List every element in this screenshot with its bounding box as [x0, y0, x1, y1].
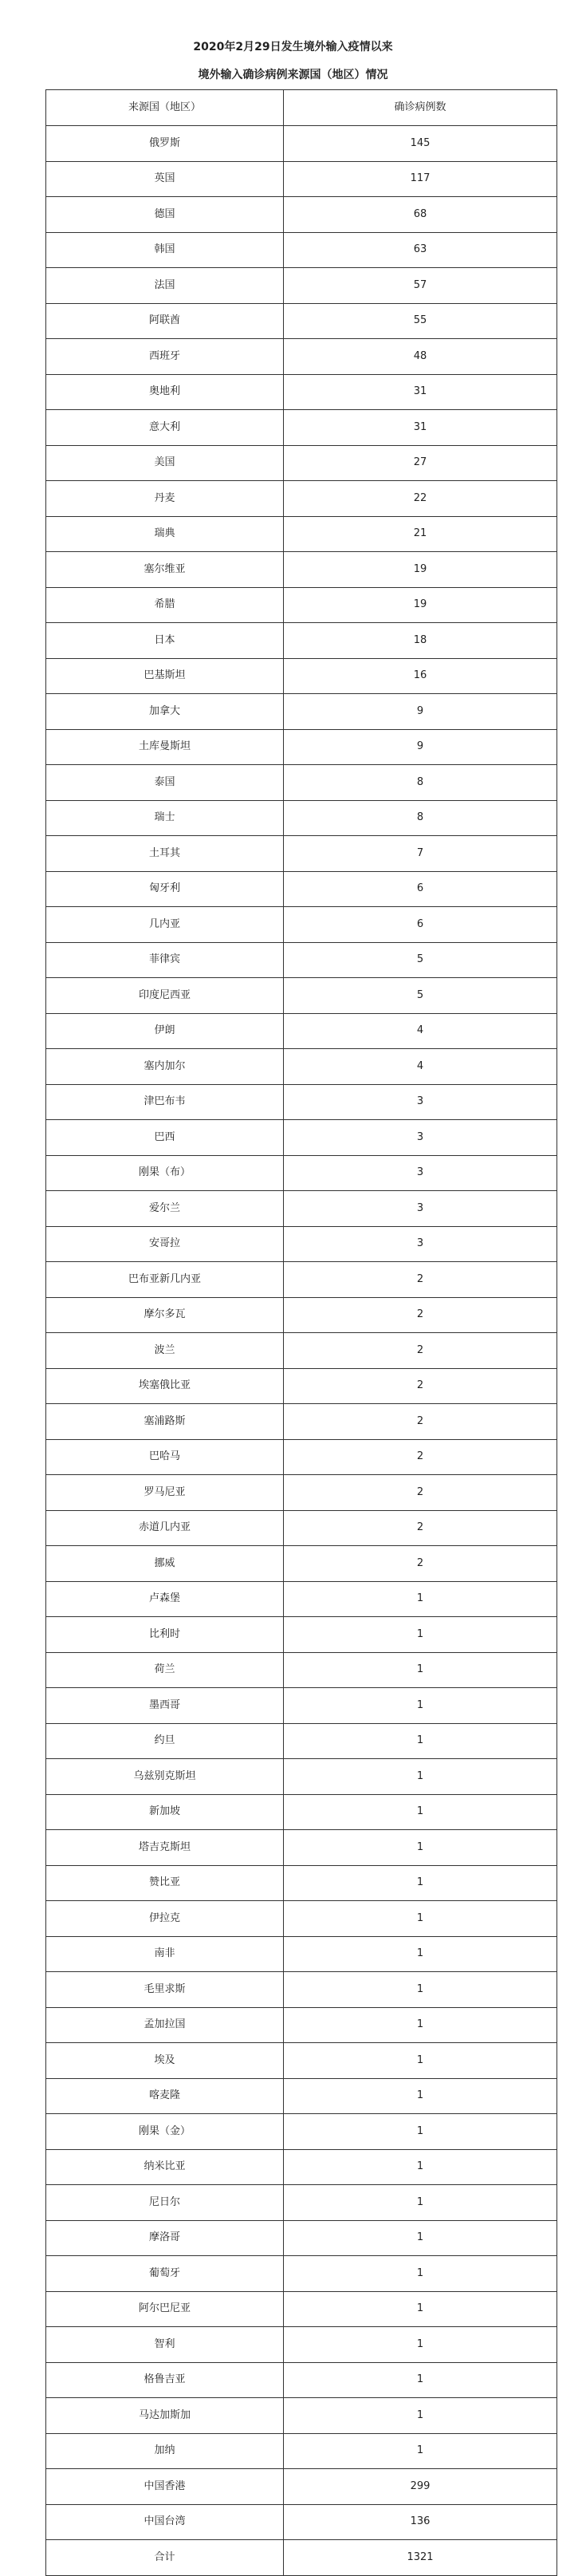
cell-case-count: 1	[284, 2114, 557, 2150]
cell-case-count: 2	[284, 1333, 557, 1369]
table-row	[46, 1333, 557, 1369]
cell-case-count: 299	[284, 2469, 557, 2505]
cell-source-country: 格鲁吉亚	[46, 2362, 284, 2398]
cell-case-count: 3	[284, 1120, 557, 1156]
cell-case-count: 2	[284, 1404, 557, 1440]
table-row	[46, 1759, 557, 1795]
cell-case-count: 9	[284, 694, 557, 730]
cell-case-count: 6	[284, 871, 557, 907]
cell-source-country: 塞浦路斯	[46, 1404, 284, 1440]
table-row	[46, 1475, 557, 1511]
table-header-row	[46, 90, 557, 126]
table-row	[46, 374, 557, 410]
table-row	[46, 410, 557, 446]
cell-source-country: 葡萄牙	[46, 2256, 284, 2292]
table-row	[46, 1013, 557, 1049]
header-cell-source: 来源国（地区）	[46, 90, 284, 126]
cell-case-count: 19	[284, 587, 557, 623]
cell-case-count: 1	[284, 2220, 557, 2256]
table-row	[46, 1830, 557, 1866]
table-row	[46, 1120, 557, 1156]
cell-source-country: 津巴布韦	[46, 1084, 284, 1120]
cell-source-country: 意大利	[46, 410, 284, 446]
cell-source-country: 波兰	[46, 1333, 284, 1369]
cell-case-count: 68	[284, 197, 557, 233]
table-row	[46, 445, 557, 481]
cell-source-country: 丹麦	[46, 481, 284, 517]
cell-source-country: 菲律宾	[46, 942, 284, 978]
table-row	[46, 481, 557, 517]
cell-source-country: 比利时	[46, 1617, 284, 1653]
cell-source-country: 法国	[46, 268, 284, 304]
cell-source-country: 塞内加尔	[46, 1049, 284, 1085]
cell-source-country: 埃塞俄比亚	[46, 1368, 284, 1404]
cell-case-count: 2	[284, 1368, 557, 1404]
table-row	[46, 1972, 557, 2008]
cell-case-count: 16	[284, 658, 557, 694]
cell-case-count: 2	[284, 1439, 557, 1475]
cell-source-country: 卢森堡	[46, 1581, 284, 1617]
table-row	[46, 587, 557, 623]
table-row	[46, 1404, 557, 1440]
table-row	[46, 2540, 557, 2576]
cell-source-country: 荷兰	[46, 1652, 284, 1688]
cell-source-country: 安哥拉	[46, 1226, 284, 1262]
cell-case-count: 1	[284, 1759, 557, 1795]
cell-source-country: 埃及	[46, 2043, 284, 2079]
document-title: 2020年2月29日发生境外输入疫情以来	[193, 41, 393, 53]
cell-source-country: 乌兹别克斯坦	[46, 1759, 284, 1795]
cell-source-country: 马达加斯加	[46, 2398, 284, 2434]
table-row	[46, 942, 557, 978]
cell-source-country: 瑞典	[46, 516, 284, 552]
cell-case-count: 31	[284, 410, 557, 446]
cell-case-count: 27	[284, 445, 557, 481]
cell-case-count: 2	[284, 1297, 557, 1333]
cell-case-count: 1	[284, 2149, 557, 2185]
table-row	[46, 907, 557, 943]
cell-case-count: 3	[284, 1155, 557, 1191]
table-row	[46, 1226, 557, 1262]
cell-source-country: 匈牙利	[46, 871, 284, 907]
table-row	[46, 2149, 557, 2185]
table-row	[46, 729, 557, 765]
cell-case-count: 8	[284, 765, 557, 801]
table-row	[46, 1936, 557, 1972]
cell-source-country: 塞尔维亚	[46, 552, 284, 588]
table-row	[46, 2256, 557, 2292]
cell-source-country: 尼日尔	[46, 2185, 284, 2221]
cell-case-count: 1	[284, 2043, 557, 2079]
cell-case-count: 1	[284, 1865, 557, 1901]
cell-source-country: 赞比亚	[46, 1865, 284, 1901]
cell-source-country: 伊拉克	[46, 1901, 284, 1937]
cell-source-country: 阿尔巴尼亚	[46, 2291, 284, 2327]
table-row	[46, 1297, 557, 1333]
cell-case-count: 1	[284, 1688, 557, 1724]
cell-source-country: 巴哈马	[46, 1439, 284, 1475]
header-cell-count: 确诊病例数	[284, 90, 557, 126]
table-row	[46, 1439, 557, 1475]
table-row	[46, 339, 557, 375]
imported-cases-table	[45, 89, 557, 2576]
cell-case-count: 1	[284, 2007, 557, 2043]
cell-source-country: 英国	[46, 161, 284, 197]
table-row	[46, 2114, 557, 2150]
cell-case-count: 1	[284, 1901, 557, 1937]
cell-case-count: 1	[284, 2256, 557, 2292]
table-row	[46, 2398, 557, 2434]
cell-case-count: 1	[284, 1936, 557, 1972]
cell-source-country: 孟加拉国	[46, 2007, 284, 2043]
cell-source-country: 合计	[46, 2540, 284, 2576]
cell-source-country: 智利	[46, 2327, 284, 2363]
cell-source-country: 几内亚	[46, 907, 284, 943]
cell-source-country: 摩尔多瓦	[46, 1297, 284, 1333]
table-row	[46, 552, 557, 588]
cell-case-count: 1	[284, 2078, 557, 2114]
table-row	[46, 2185, 557, 2221]
cell-source-country: 阿联酋	[46, 303, 284, 339]
cell-case-count: 48	[284, 339, 557, 375]
table-row	[46, 1617, 557, 1653]
cell-source-country: 西班牙	[46, 339, 284, 375]
table-row	[46, 268, 557, 304]
table-row	[46, 2327, 557, 2363]
cell-case-count: 2	[284, 1262, 557, 1298]
cell-source-country: 南非	[46, 1936, 284, 1972]
cell-source-country: 日本	[46, 623, 284, 659]
cell-source-country: 罗马尼亚	[46, 1475, 284, 1511]
cell-case-count: 6	[284, 907, 557, 943]
cell-source-country: 新加坡	[46, 1794, 284, 1830]
table-row	[46, 161, 557, 197]
cell-source-country: 美国	[46, 445, 284, 481]
table-row	[46, 516, 557, 552]
cell-source-country: 毛里求斯	[46, 1972, 284, 2008]
table-row	[46, 1546, 557, 1582]
cell-source-country: 约旦	[46, 1723, 284, 1759]
cell-source-country: 中国香港	[46, 2469, 284, 2505]
cell-case-count: 4	[284, 1049, 557, 1085]
table-title: 境外输入确诊病例来源国（地区）情况	[198, 69, 388, 81]
cell-source-country: 瑞士	[46, 800, 284, 836]
cell-case-count: 1321	[284, 2540, 557, 2576]
cell-case-count: 7	[284, 836, 557, 872]
cell-case-count: 3	[284, 1226, 557, 1262]
cell-case-count: 31	[284, 374, 557, 410]
cell-source-country: 塔吉克斯坦	[46, 1830, 284, 1866]
cell-case-count: 5	[284, 942, 557, 978]
cell-source-country: 刚果（金）	[46, 2114, 284, 2150]
table-row	[46, 1049, 557, 1085]
table-row	[46, 2078, 557, 2114]
cell-case-count: 1	[284, 2291, 557, 2327]
cell-case-count: 2	[284, 1510, 557, 1546]
cell-source-country: 泰国	[46, 765, 284, 801]
cell-case-count: 8	[284, 800, 557, 836]
table-row	[46, 1191, 557, 1227]
table-row	[46, 1262, 557, 1298]
cell-source-country: 伊朗	[46, 1013, 284, 1049]
cell-source-country: 奥地利	[46, 374, 284, 410]
table-row	[46, 765, 557, 801]
cell-case-count: 5	[284, 978, 557, 1014]
table-row	[46, 1688, 557, 1724]
cell-case-count: 3	[284, 1191, 557, 1227]
table-row	[46, 1901, 557, 1937]
cell-case-count: 1	[284, 2327, 557, 2363]
cell-case-count: 3	[284, 1084, 557, 1120]
table-row	[46, 2043, 557, 2079]
cell-source-country: 挪威	[46, 1546, 284, 1582]
cell-source-country: 俄罗斯	[46, 126, 284, 162]
table-row	[46, 2220, 557, 2256]
table-row	[46, 1652, 557, 1688]
cell-case-count: 1	[284, 2398, 557, 2434]
table-row	[46, 2433, 557, 2469]
cell-case-count: 1	[284, 1581, 557, 1617]
cell-source-country: 刚果（布）	[46, 1155, 284, 1191]
cell-source-country: 喀麦隆	[46, 2078, 284, 2114]
cell-case-count: 2	[284, 1546, 557, 1582]
cell-source-country: 土库曼斯坦	[46, 729, 284, 765]
table-row	[46, 1794, 557, 1830]
cell-case-count: 21	[284, 516, 557, 552]
cell-source-country: 加纳	[46, 2433, 284, 2469]
cell-case-count: 19	[284, 552, 557, 588]
table-row	[46, 2291, 557, 2327]
cell-case-count: 1	[284, 1652, 557, 1688]
table-row	[46, 303, 557, 339]
table-row	[46, 871, 557, 907]
cell-source-country: 墨西哥	[46, 1688, 284, 1724]
cell-case-count: 1	[284, 2185, 557, 2221]
table-row	[46, 800, 557, 836]
cell-source-country: 摩洛哥	[46, 2220, 284, 2256]
cell-source-country: 韩国	[46, 232, 284, 268]
table-row	[46, 232, 557, 268]
table-row	[46, 2007, 557, 2043]
cell-case-count: 1	[284, 2433, 557, 2469]
cell-source-country: 纳米比亚	[46, 2149, 284, 2185]
table-row	[46, 623, 557, 659]
table-row	[46, 126, 557, 162]
table-row	[46, 658, 557, 694]
cell-case-count: 145	[284, 126, 557, 162]
cell-case-count: 1	[284, 1972, 557, 2008]
cell-case-count: 22	[284, 481, 557, 517]
cell-source-country: 巴西	[46, 1120, 284, 1156]
cell-source-country: 爱尔兰	[46, 1191, 284, 1227]
cell-source-country: 土耳其	[46, 836, 284, 872]
table-row	[46, 1581, 557, 1617]
table-row	[46, 1368, 557, 1404]
table-row	[46, 2469, 557, 2505]
table-row	[46, 836, 557, 872]
cell-case-count: 117	[284, 161, 557, 197]
cell-source-country: 印度尼西亚	[46, 978, 284, 1014]
cell-source-country: 巴基斯坦	[46, 658, 284, 694]
cell-source-country: 加拿大	[46, 694, 284, 730]
cell-case-count: 1	[284, 1723, 557, 1759]
cell-case-count: 136	[284, 2504, 557, 2540]
table-row	[46, 1723, 557, 1759]
cell-case-count: 2	[284, 1475, 557, 1511]
cell-case-count: 9	[284, 729, 557, 765]
cell-case-count: 63	[284, 232, 557, 268]
table-row	[46, 1155, 557, 1191]
table-row	[46, 2362, 557, 2398]
cell-source-country: 希腊	[46, 587, 284, 623]
cell-source-country: 德国	[46, 197, 284, 233]
table-row	[46, 978, 557, 1014]
cell-case-count: 1	[284, 2362, 557, 2398]
cell-case-count: 4	[284, 1013, 557, 1049]
table-row	[46, 2504, 557, 2540]
cell-source-country: 巴布亚新几内亚	[46, 1262, 284, 1298]
cell-source-country: 赤道几内亚	[46, 1510, 284, 1546]
cell-case-count: 57	[284, 268, 557, 304]
cell-source-country: 中国台湾	[46, 2504, 284, 2540]
cell-case-count: 18	[284, 623, 557, 659]
table-row	[46, 197, 557, 233]
table-row	[46, 694, 557, 730]
table-row	[46, 1865, 557, 1901]
table-row	[46, 1510, 557, 1546]
cell-case-count: 1	[284, 1794, 557, 1830]
cell-case-count: 55	[284, 303, 557, 339]
cell-case-count: 1	[284, 1617, 557, 1653]
table-row	[46, 1084, 557, 1120]
cell-case-count: 1	[284, 1830, 557, 1866]
